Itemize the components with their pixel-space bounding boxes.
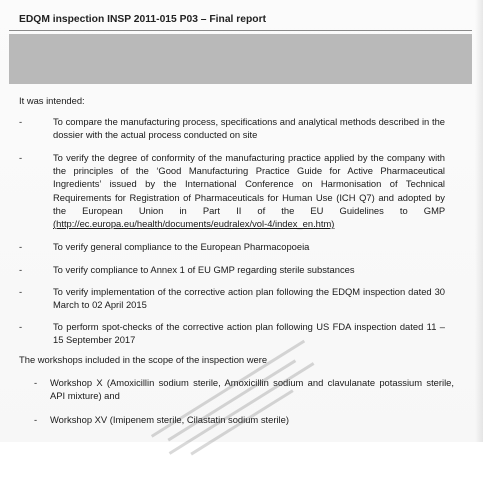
objective-text: To perform spot-checks of the corrective action plan following US FDA inspection dated 11 – 15 September 2017 — [53, 321, 445, 346]
eudralex-link[interactable]: (http://ec.europa.eu/health/documents/eudralex/vol-4/index_en.htm) — [53, 218, 335, 230]
bullet-dash: - — [19, 264, 23, 275]
objective-text: To verify general compliance to the European Pharmacopoeia — [53, 241, 310, 252]
objective-text: To verify implementation of the corrective action plan following the EDQM inspection dated 30 March to 02 April 2015 — [53, 286, 445, 311]
intro-text: It was intended: — [19, 95, 85, 106]
objective-text: To compare the manufacturing process, specifications and analytical methods described in the dossier with the actual process conducted on site — [53, 116, 445, 141]
bullet-dash: - — [19, 286, 23, 297]
objective-text: To verify the degree of conformity of the manufacturing practice applied by the company with the principles of the ‘Good Manufacturing Practice Guide for Active Pharmaceutical Ingredients’ issued by the International Conference on Harmonisation of Technical Requirements for Registration of Pharmaceuticals for Human Use (ICH Q7) and adopted by the European Union in Part II of the EU Guidelines to GMP — [53, 152, 445, 216]
bullet-dash: - — [19, 241, 23, 252]
bullet-dash: - — [34, 377, 38, 388]
objective-text-block — [53, 151, 445, 230]
objective-text: To verify compliance to Annex 1 of EU GMP regarding sterile substances — [53, 264, 355, 275]
bullet-dash: - — [19, 116, 23, 127]
scan-edge-shadow — [475, 0, 483, 442]
redacted-block — [9, 34, 472, 84]
workshop-text: Workshop X (Amoxicillin sodium sterile, Amoxicillin sodium and clavulanate potassium sterile, API mixture) and — [50, 377, 454, 402]
bullet-dash: - — [19, 152, 23, 163]
workshops-intro-text: The workshops included in the scope of the inspection were — [19, 354, 268, 365]
bullet-dash: - — [34, 414, 38, 425]
header-divider — [9, 30, 472, 31]
report-header-title: EDQM inspection INSP 2011-015 P03 – Final report — [19, 14, 267, 25]
bullet-dash: - — [19, 321, 23, 332]
workshop-text: Workshop XV (Imipenem sterile, Cilastatin sodium sterile) — [50, 414, 289, 425]
